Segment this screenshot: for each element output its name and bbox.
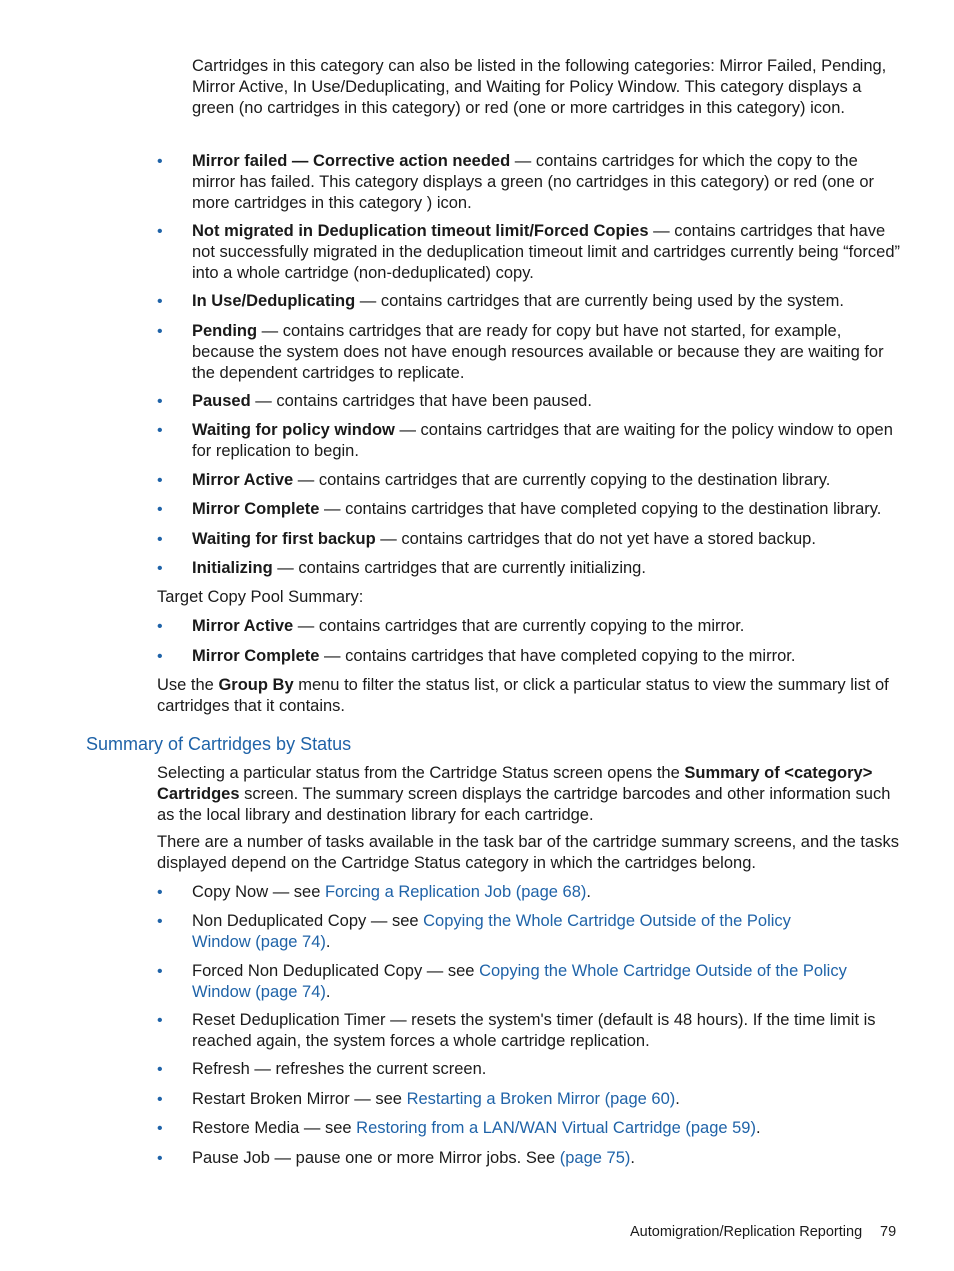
text-span: . <box>325 933 331 951</box>
group-by-paragraph <box>157 675 900 717</box>
list-item <box>157 882 902 903</box>
list-desc: — contains cartridges that do not yet have a stored backup. <box>375 530 816 548</box>
bullet-icon: • <box>157 1012 163 1029</box>
list-term: Waiting for policy window <box>192 421 395 439</box>
list-item <box>157 499 902 520</box>
tasks-paragraph: There are a number of tasks available in the task bar of the cartridge summary screens, and the tasks displayed depend on the Cartridge Status category in which the cartridges belong. <box>157 833 899 872</box>
bullet-icon: • <box>157 293 163 310</box>
bullet-icon: • <box>157 884 163 901</box>
task-link[interactable]: Restoring from a LAN/WAN Virtual Cartridge (page 59) <box>356 1119 756 1137</box>
list-term: Not migrated in Deduplication timeout limit/Forced Copies <box>192 222 649 240</box>
text-span: Selecting a particular status from the Cartridge Status screen opens the <box>157 764 685 782</box>
list-term: Waiting for first backup <box>192 530 376 548</box>
task-text: Non Deduplicated Copy — see <box>192 912 424 930</box>
footer-section-title: Automigration/Replication Reporting <box>630 1224 863 1240</box>
task-text: Restart Broken Mirror — see <box>192 1090 407 1108</box>
bullet-icon: • <box>157 1091 163 1108</box>
list-item <box>157 391 902 412</box>
list-desc: — contains cartridges that are waiting for the policy window to open for replication to begin. <box>192 421 893 460</box>
bullet-icon: • <box>157 531 163 548</box>
task-link[interactable]: (page 75) <box>559 1149 631 1167</box>
task-text: Restore Media — see <box>192 1119 357 1137</box>
list-term: Mirror failed — Corrective action needed <box>192 152 511 170</box>
list-item <box>157 961 902 1003</box>
text-span: . <box>675 1090 680 1108</box>
bullet-icon: • <box>157 618 163 635</box>
list-item <box>157 646 902 667</box>
list-term: Mirror Active <box>192 617 294 635</box>
list-desc: — contains cartridges that have completed copying to the destination library. <box>319 500 882 518</box>
intro-paragraph: Cartridges in this category can also be listed in the following categories: Mirror Failed, Pending, Mirror Active, In Use/Deduplicating, and Waiting for Policy Window. This category displays a green (no cartridges in this category) or red (one or more cartridges in this category) icon. <box>192 57 887 117</box>
list-item <box>157 420 902 462</box>
list-term: Initializing <box>192 559 273 577</box>
list-item <box>157 616 902 637</box>
list-item <box>157 470 902 491</box>
list-desc: — contains cartridges that are currently copying to the mirror. <box>293 617 745 635</box>
bullet-icon: • <box>157 223 163 240</box>
bullet-icon: • <box>157 323 163 340</box>
list-desc: — contains cartridges that are currently being used by the system. <box>355 292 845 310</box>
page-number: 79 <box>880 1224 897 1240</box>
list-desc: — contains cartridges that have been paused. <box>250 392 592 410</box>
task-text: Reset Deduplication Timer — resets the system's timer (default is 48 hours). If the time limit is reached again, the system forces a whole cartridge replication. <box>192 1011 876 1050</box>
bullet-icon: • <box>157 963 163 980</box>
list-term: Mirror Active <box>192 471 294 489</box>
summary-term: Summary of <category> Cartridges <box>157 764 873 803</box>
text-span: screen. The summary screen displays the cartridge barcodes and other information such as the local library and destination library for each cartridge. <box>157 785 891 824</box>
list-item <box>157 529 902 550</box>
section-heading: Summary of Cartridges by Status <box>86 734 352 754</box>
list-desc: — contains cartridges for which the copy to the mirror has failed. This category displays a green (no cartridges in this category) or red (one or more cartridges in this category ) icon. <box>192 152 875 212</box>
target-copy-pool-label: Target Copy Pool Summary: <box>157 588 364 606</box>
bullet-icon: • <box>157 501 163 518</box>
list-desc: — contains cartridges that have not successfully migrated in the deduplication timeout limit and cartridges currently being “forced” into a whole cartridge (non-deduplicated) copy. <box>192 222 901 282</box>
list-item <box>157 558 902 579</box>
list-item <box>157 151 902 214</box>
list-item <box>157 1010 902 1052</box>
bullet-icon: • <box>157 648 163 665</box>
summary-paragraph <box>157 763 900 826</box>
list-term: In Use/Deduplicating <box>192 292 356 310</box>
list-term: Pending <box>192 322 258 340</box>
text-span: menu to filter the status list, or click a particular status to view the summary list of cartridges that it contains. <box>157 676 889 715</box>
bullet-icon: • <box>157 1150 163 1167</box>
task-link[interactable]: Copying the Whole Cartridge Outside of the Policy Window (page 74) <box>192 962 847 1001</box>
task-text: Copy Now — see <box>192 883 325 901</box>
list-item <box>157 911 902 953</box>
task-text: Pause Job — pause one or more Mirror jobs. See <box>192 1149 560 1167</box>
list-term: Mirror Complete <box>192 500 320 518</box>
text-span: . <box>586 883 591 901</box>
list-term: Mirror Complete <box>192 647 320 665</box>
bullet-icon: • <box>157 1120 163 1137</box>
bullet-icon: • <box>157 913 163 930</box>
list-term: Paused <box>192 392 251 410</box>
list-item <box>157 221 902 284</box>
bullet-icon: • <box>157 472 163 489</box>
text-span: Use the <box>157 676 219 694</box>
text-span: . <box>630 1149 635 1167</box>
list-item <box>157 321 902 384</box>
bullet-icon: • <box>157 393 163 410</box>
task-text: Refresh — refreshes the current screen. <box>192 1060 487 1078</box>
list-desc: — contains cartridges that have completed copying to the mirror. <box>319 647 796 665</box>
list-desc: — contains cartridges that are currently copying to the destination library. <box>293 471 831 489</box>
text-span: . <box>325 983 331 1001</box>
task-link[interactable]: Copying the Whole Cartridge Outside of the Policy Window (page 74) <box>192 912 791 951</box>
task-text: Forced Non Deduplicated Copy — see <box>192 962 480 980</box>
bullet-icon: • <box>157 1061 163 1078</box>
task-link[interactable]: Forcing a Replication Job (page 68) <box>324 883 587 901</box>
bullet-icon: • <box>157 560 163 577</box>
list-item <box>157 1118 902 1139</box>
text-span: . <box>755 1119 761 1137</box>
list-item <box>157 1089 902 1110</box>
group-by-term: Group By <box>218 676 294 694</box>
list-desc: — contains cartridges that are ready for copy but have not started, for example, because the system does not have enough resources available or because they are waiting for the dependent cartridges to replicate. <box>192 322 884 382</box>
list-item <box>157 1059 902 1080</box>
list-item <box>157 1148 902 1169</box>
list-desc: — contains cartridges that are currently initializing. <box>272 559 646 577</box>
bullet-icon: • <box>157 153 163 170</box>
task-link[interactable]: Restarting a Broken Mirror (page 60) <box>406 1090 676 1108</box>
list-item <box>157 291 902 312</box>
bullet-icon: • <box>157 422 163 439</box>
